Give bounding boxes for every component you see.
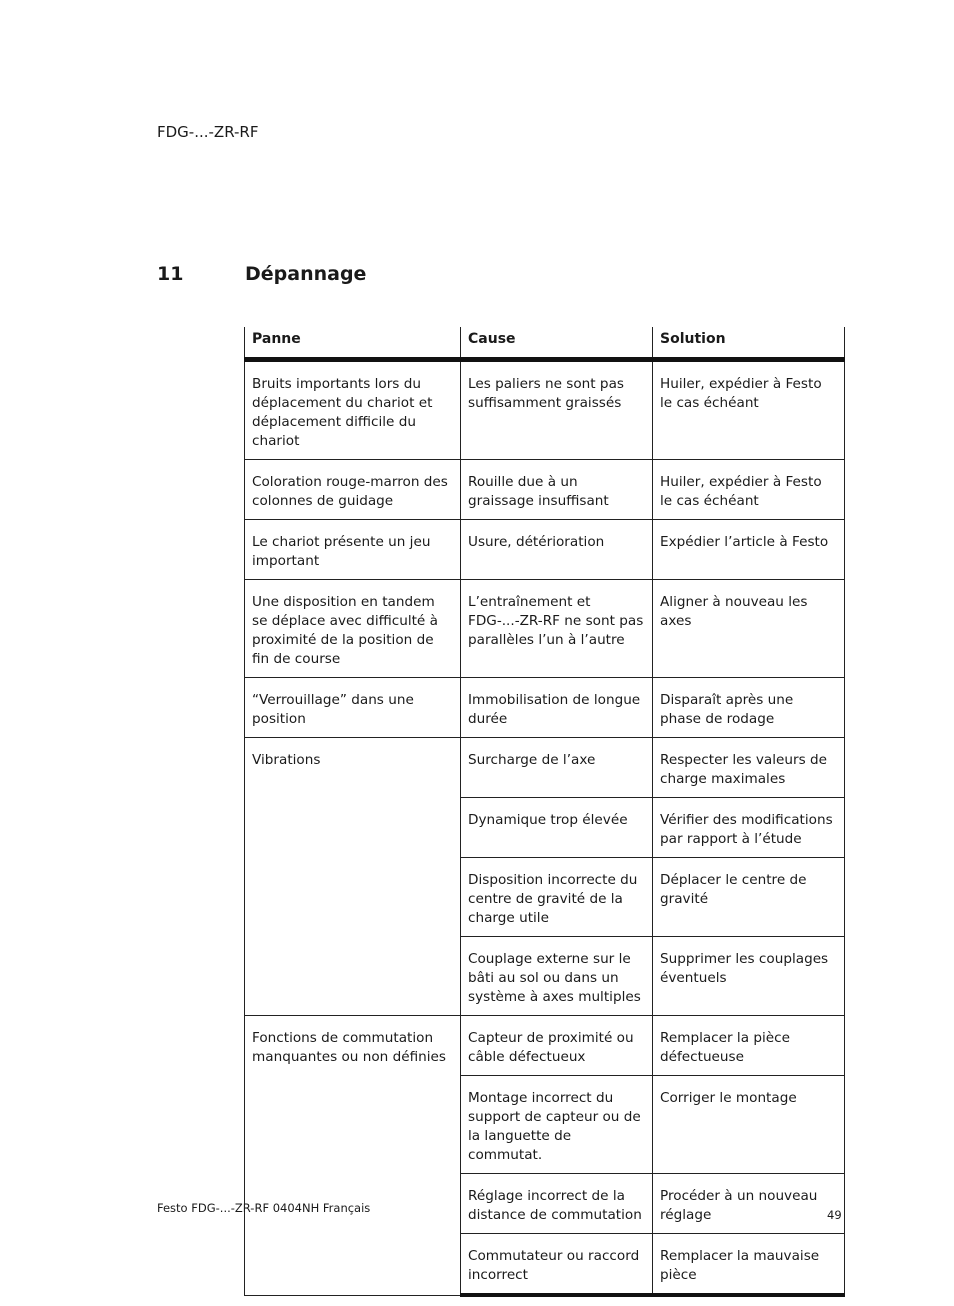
panne-cell: “Verrouillage” dans une position: [245, 678, 461, 738]
panne-cell: Vibrations: [245, 738, 461, 1016]
table-header-row: [245, 327, 845, 360]
cause-cell: Couplage externe sur le bâti au sol ou dans un système à axes multiples: [461, 937, 653, 1016]
panne-cell: Une disposition en tandem se déplace avec difficulté à proximité de la position de fin de course: [245, 580, 461, 678]
cause-cell: Immobilisation de longue durée: [461, 678, 653, 738]
column-header-panne: Panne: [245, 327, 461, 360]
cause-cell: Les paliers ne sont pas suffisamment graissés: [461, 360, 653, 460]
section-title: Dépannage: [245, 263, 367, 285]
solution-cell: Huiler, expédier à Festo le cas échéant: [653, 360, 845, 460]
cause-cell: Usure, détérioration: [461, 520, 653, 580]
panne-cell: Coloration rouge-marron des colonnes de guidage: [245, 460, 461, 520]
table-row: [245, 360, 845, 460]
cause-cell: L’entraînement et FDG-...-ZR-RF ne sont pas parallèles l’un à l’autre: [461, 580, 653, 678]
table-row: [245, 738, 845, 798]
table-row: [245, 678, 845, 738]
solution-cell: Expédier l’article à Festo: [653, 520, 845, 580]
document-code-header: FDG-...-ZR-RF: [157, 123, 259, 141]
column-header-cause: Cause: [461, 327, 653, 360]
cause-cell: Rouille due à un graissage insuffisant: [461, 460, 653, 520]
solution-cell: Déplacer le centre de gravité: [653, 858, 845, 937]
column-header-solution: Solution: [653, 327, 845, 360]
solution-cell: Supprimer les couplages éventuels: [653, 937, 845, 1016]
solution-cell: Huiler, expédier à Festo le cas échéant: [653, 460, 845, 520]
solution-cell: Vérifier des modifications par rapport à l’étude: [653, 798, 845, 858]
table-row: [245, 580, 845, 678]
solution-cell: Aligner à nouveau les axes: [653, 580, 845, 678]
footer-document-info: Festo FDG-...-ZR-RF 0404NH Français: [157, 1201, 371, 1215]
solution-cell: Disparaît après une phase de rodage: [653, 678, 845, 738]
table-row: [245, 1016, 845, 1076]
cause-cell: Dynamique trop élevée: [461, 798, 653, 858]
cause-cell: Capteur de proximité ou câble défectueux: [461, 1016, 653, 1076]
section-number: 11: [157, 263, 184, 285]
section-heading: [0, 263, 954, 291]
solution-cell: Remplacer la pièce défectueuse: [653, 1016, 845, 1076]
table-row: [245, 460, 845, 520]
page-number: 49: [827, 1208, 842, 1222]
cause-cell: Disposition incorrecte du centre de gravité de la charge utile: [461, 858, 653, 937]
solution-cell: Respecter les valeurs de charge maximales: [653, 738, 845, 798]
panne-cell: Le chariot présente un jeu important: [245, 520, 461, 580]
troubleshooting-table: [244, 327, 845, 1297]
solution-cell: Corriger le montage: [653, 1076, 845, 1174]
panne-cell: Fonctions de commutation manquantes ou non définies: [245, 1016, 461, 1296]
table-row: [245, 520, 845, 580]
cause-cell: Surcharge de l’axe: [461, 738, 653, 798]
panne-cell: Bruits importants lors du déplacement du chariot et déplacement difficile du chariot: [245, 360, 461, 460]
cause-cell: Montage incorrect du support de capteur ou de la languette de commutat.: [461, 1076, 653, 1174]
cause-cell: Commutateur ou raccord incorrect: [461, 1234, 653, 1296]
solution-cell: Remplacer la mauvaise pièce: [653, 1234, 845, 1296]
solution-cell: Procéder à un nouveau réglage: [653, 1174, 845, 1234]
cause-cell: Réglage incorrect de la distance de commutation: [461, 1174, 653, 1234]
